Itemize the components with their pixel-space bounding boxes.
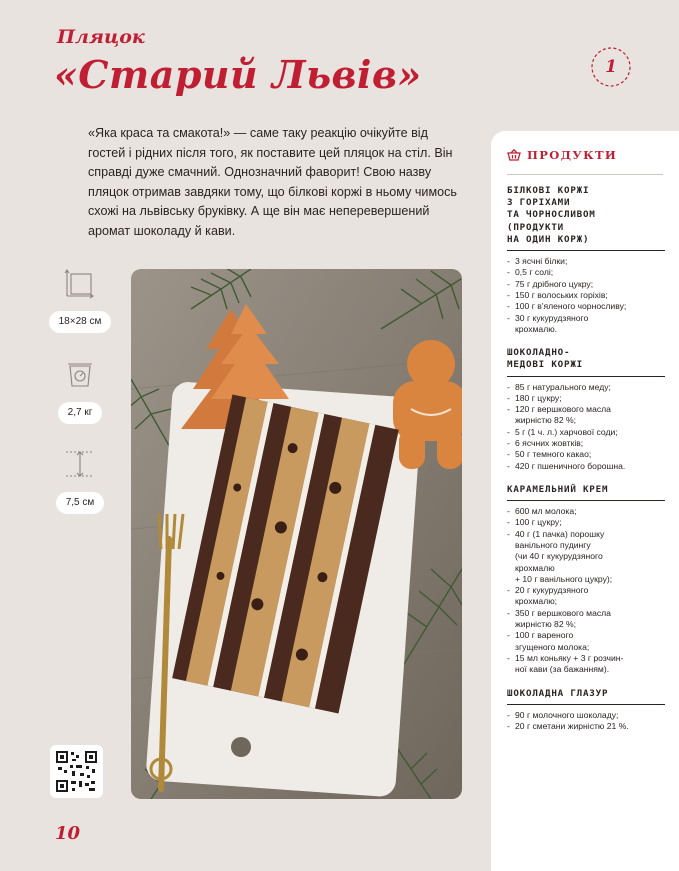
ingredient-section-title: КАРАМЕЛЬНИЙ КРЕМ [507, 483, 609, 495]
ingredient-list [507, 382, 665, 472]
section-rule [507, 500, 665, 501]
stat-weight-value: 2,7 кг [58, 402, 103, 424]
ingredient-item: - 75 г дрібного цукру; [507, 279, 665, 290]
ingredient-item: - 90 г молочного шоколаду; [507, 710, 665, 721]
recipe-title: «Старий Львів» [54, 52, 422, 97]
ingredient-item: - 100 г в'яленого чорносливу; [507, 301, 665, 312]
height-icon [62, 446, 98, 482]
ingredient-list [507, 256, 665, 335]
ingredient-item: - 100 г цукру; [507, 517, 665, 528]
stat-height [46, 446, 114, 514]
basket-icon [507, 149, 521, 161]
scale-icon [62, 356, 98, 392]
ingredient-item: - 100 г вареного згущеного молока; [507, 630, 665, 653]
qr-code-icon [56, 751, 97, 792]
cake-photo [131, 269, 462, 799]
ingredient-item: - 15 мл коньяку + 3 г розчин- ної кави (за бажанням). [507, 653, 665, 676]
qr-code[interactable] [50, 745, 103, 798]
stat-dimensions [46, 265, 114, 333]
stat-weight [46, 356, 114, 424]
ingredient-item: - 420 г пшеничного борошна. [507, 461, 665, 472]
products-divider [507, 174, 663, 175]
ingredient-sections [507, 185, 665, 744]
section-rule [507, 250, 665, 251]
ingredient-section-title: ШОКОЛАДНА ГЛАЗУР [507, 687, 609, 699]
recipe-kicker: Пляцок [57, 26, 145, 48]
ingredient-item: - 30 г кукурудзяного крохмалю. [507, 313, 665, 336]
dimensions-icon [62, 265, 98, 301]
section-rule [507, 376, 665, 377]
ingredient-item: - 120 г вершкового масла жирністю 82 %; [507, 404, 665, 427]
intro-text: «Яка краса та смакота!» — саме таку реакцію очікуйте від гостей і рідних після того, як поставите цей пляцок на стіл. Він справді дуже смачний. Однозначний фаворит! Свою назву пляцок отримав завдяки тому, що білкові коржі в ньому чимось схожі на львівську бруківку. А ще він має неперевершений аромат шоколаду й кави. [88, 126, 457, 238]
ingredient-item: - 150 г волоських горіхів; [507, 290, 665, 301]
section-rule [507, 704, 665, 705]
ingredient-item: - 50 г темного какао; [507, 449, 665, 460]
ingredient-item: - 6 ясчних жовтків; [507, 438, 665, 449]
cake-photo-illustration [131, 269, 462, 799]
ingredient-item: - 0,5 г солі; [507, 267, 665, 278]
products-header [507, 148, 617, 162]
products-heading: ПРОДУКТИ [527, 148, 618, 162]
ingredient-item: - 600 мл молока; [507, 506, 665, 517]
ingredient-item: - 3 ясчні білки; [507, 256, 665, 267]
ingredient-section-title: БІЛКОВІ КОРЖІ З ГОРІХАМИ ТА ЧОРНОСЛИВОМ (ПРОДУКТИ НА ОДИН КОРЖ) [507, 185, 596, 245]
ingredient-section-title: ШОКОЛАДНО- МЕДОВІ КОРЖІ [507, 347, 583, 371]
ingredient-item: - 350 г вершкового масла жирністю 82 %; [507, 608, 665, 631]
recipe-number: 1 [605, 57, 617, 77]
ingredient-item: - 5 г (1 ч. л.) харчової соди; [507, 427, 665, 438]
stat-height-value: 7,5 см [56, 492, 105, 514]
ingredient-item: - 85 г натурального меду; [507, 382, 665, 393]
page-number: 10 [55, 823, 81, 844]
recipe-number-badge [590, 46, 632, 88]
stat-dimensions-value: 18×28 см [49, 311, 112, 333]
ingredient-item: - 20 г сметани жирністю 21 %. [507, 721, 665, 732]
products-panel [491, 131, 679, 871]
ingredient-item: - 20 г кукурудзяного крохмалю; [507, 585, 665, 608]
ingredient-item: - 40 г (1 пачка) порошку ванільного пудингу (чи 40 г кукурудзяного крохмалю + 10 г ванільного цукру); [507, 529, 665, 585]
ingredient-list [507, 506, 665, 675]
ingredient-item: - 180 г цукру; [507, 393, 665, 404]
ingredient-list [507, 710, 665, 733]
